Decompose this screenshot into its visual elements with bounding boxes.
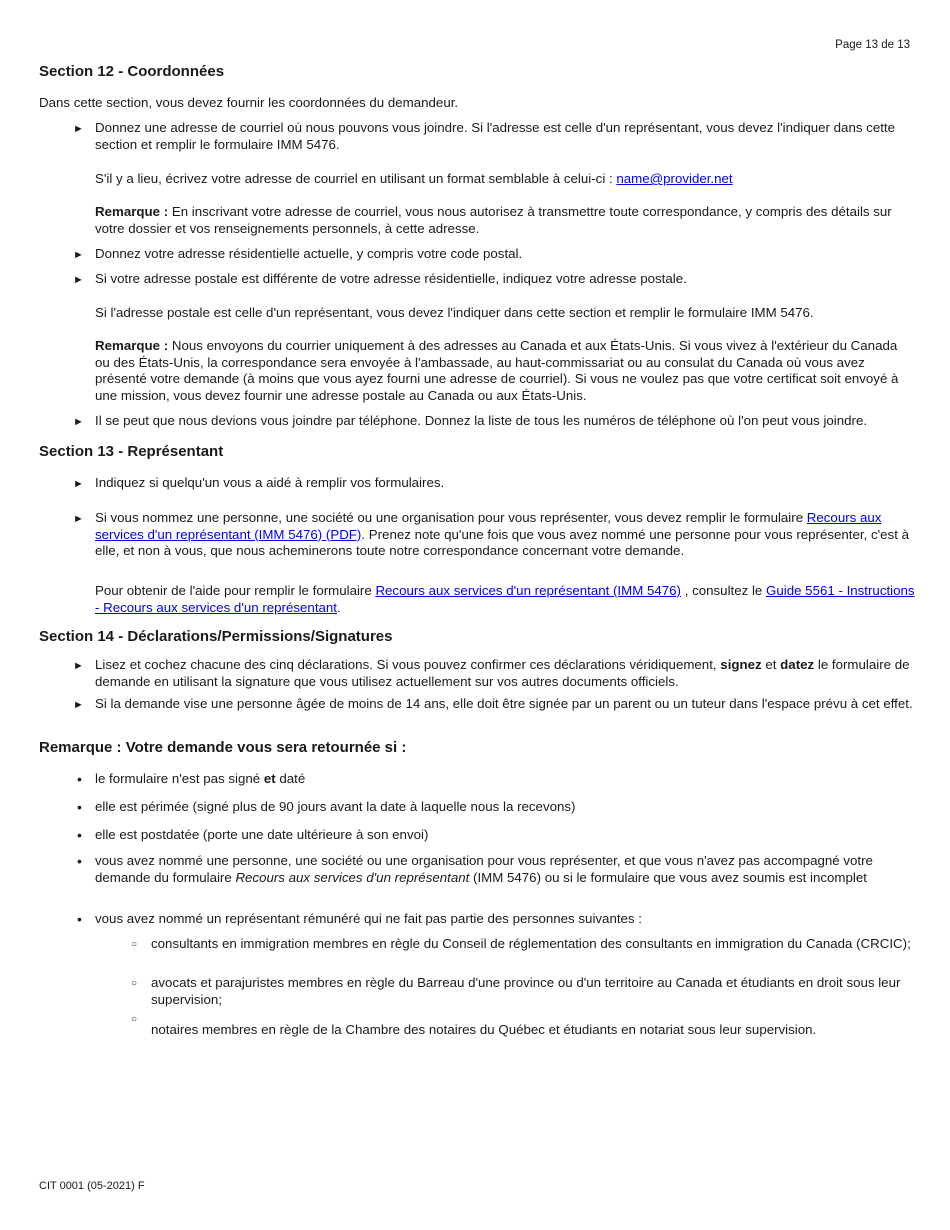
returned-item-paid-rep: vous avez nommé un représentant rémunéré qui ne fait pas partie des personnes suivantes :	[95, 911, 642, 926]
returned-item-unsigned	[95, 771, 915, 788]
decl-sign: signez	[720, 657, 762, 672]
returned-item-representative	[95, 853, 915, 886]
section-14-title: Section 14 - Déclarations/Permissions/Signatures	[39, 628, 393, 645]
arrow-bullet-icon: ►	[73, 123, 84, 135]
arrow-bullet-icon: ►	[73, 249, 84, 261]
unsigned-text-end: daté	[275, 771, 306, 786]
note-text: Nous envoyons du courrier uniquement à des adresses au Canada et aux États-Unis. Si vous vivez à l'extérieur du Canada ou des États-Unis, la correspondance sera envoyée à l'ambassade, au haut-commissariat ou au consulat du Canada où vous avez présenté votre demande (à moins que vous ayez fourni une adresse de courriel). Si vous ne voulez pas que votre certificat soit envoyé à une mission, vous devez fournir une adresse postale au Canada ou aux États-Unis.	[95, 338, 899, 403]
unsigned-text: le formulaire n'est pas signé	[95, 771, 264, 786]
s12-item-residential: Donnez votre adresse résidentielle actuelle, y compris votre code postal.	[95, 246, 523, 261]
imm5476-link[interactable]: Recours aux services d'un représentant (IMM 5476)	[375, 583, 681, 598]
sub-item-lawyers: avocats et parajuristes membres en règle du Barreau d'une province ou d'un territoire au Canada et étudiants en droit sous leur supervision;	[151, 975, 901, 1007]
s12-postal-note	[95, 338, 915, 404]
arrow-bullet-icon: ►	[73, 660, 84, 672]
form-code-footer: CIT 0001 (05-2021) F	[39, 1180, 145, 1192]
arrow-bullet-icon: ►	[73, 416, 84, 428]
section-13-title: Section 13 - Représentant	[39, 443, 224, 460]
arrow-bullet-icon: ►	[73, 513, 84, 525]
s14-item-declarations	[95, 657, 915, 690]
email-format-text: S'il y a lieu, écrivez votre adresse de courriel en utilisant un format semblable à celui-ci :	[95, 171, 617, 186]
help-text: Pour obtenir de l'aide pour remplir le formulaire	[95, 583, 376, 598]
s12-item-email: Donnez une adresse de courriel où nous pouvons vous joindre. Si l'adresse est celle d'un représentant, vous devez l'indiquer dans cette section et remplir le formulaire IMM 5476.	[95, 120, 896, 152]
sub-item-notaries: notaires membres en règle de la Chambre des notaires du Québec et étudiants en notariat sous leur supervision.	[151, 1022, 817, 1037]
email-example-link[interactable]: name@provider.net	[616, 171, 733, 186]
arrow-bullet-icon: ►	[73, 699, 84, 711]
s14-item-minor: Si la demande vise une personne âgée de moins de 14 ans, elle doit être signée par un parent ou un tuteur dans l'espace prévu à cet effet.	[95, 696, 913, 711]
section-12-intro: Dans cette section, vous devez fournir les coordonnées du demandeur.	[39, 95, 459, 110]
rep-missing-text-end: (IMM 5476) ou si le formulaire que vous avez soumis est incomplet	[469, 869, 867, 885]
decl-and: et	[761, 657, 781, 672]
s12-postal-rep: Si l'adresse postale est celle d'un représentant, vous devez l'indiquer dans cette section et remplir le formulaire IMM 5476.	[95, 305, 814, 320]
bullet-icon: •	[77, 827, 82, 843]
s13-item-help: Indiquez si quelqu'un vous a aidé à remplir vos formulaires.	[95, 475, 445, 490]
rep-text-end: . Prenez note qu'une fois que vous avez nommé une personne pour vous représenter, c'est à elle, et non à vous, que nous acheminerons toute notre correspondance concernant votre demande.	[95, 526, 909, 558]
help-text-end: .	[337, 599, 341, 615]
s12-item-phone: Il se peut que nous devions vous joindre par téléphone. Donnez la liste de tous les numéros de téléphone où l'on peut vous joindre.	[95, 413, 868, 428]
page-number: Page 13 de 13	[835, 39, 910, 51]
sub-item-crcic: consultants en immigration membres en règle du Conseil de réglementation des consultants en immigration du Canada (CRCIC);	[151, 936, 911, 951]
decl-text: Lisez et cochez chacune des cinq déclarations. Si vous pouvez confirmer ces déclarations véridiquement,	[95, 657, 721, 672]
note-text: En inscrivant votre adresse de courriel, vous nous autorisez à transmettre toute correspondance, y compris des détails sur votre dossier et vos renseignements personnels, à cette adresse.	[95, 204, 892, 236]
arrow-bullet-icon: ►	[73, 274, 84, 286]
imm5476-pdf-link[interactable]: Recours aux services d'un représentant (IMM 5476) (PDF)	[95, 510, 882, 542]
bullet-icon: •	[77, 853, 82, 869]
note-label: Remarque :	[95, 338, 169, 353]
circle-bullet-icon: ○	[131, 1014, 138, 1025]
guide-5561-link[interactable]: Guide 5561 - Instructions - Recours aux services d'un représentant	[95, 583, 915, 615]
bullet-icon: •	[77, 799, 82, 815]
help-text-mid: , consultez le	[681, 583, 766, 598]
decl-text-end: le formulaire de demande en utilisant la signature que vous utilisez actuellement sur vos autres documents officiels.	[95, 657, 910, 689]
circle-bullet-icon: ○	[131, 939, 138, 950]
arrow-bullet-icon: ►	[73, 478, 84, 490]
bullet-icon: •	[77, 911, 82, 927]
s12-email-note	[95, 204, 915, 237]
s13-item-representative	[95, 510, 915, 560]
unsigned-and: et	[263, 771, 276, 786]
decl-date: datez	[780, 657, 815, 672]
rep-missing-text: vous avez nommé une personne, une société ou une organisation pour vous représenter, et que vous n'avez pas accompagné votre demande du formulaire	[95, 853, 873, 885]
returned-item-expired: elle est périmée (signé plus de 90 jours avant la date à laquelle nous la recevons)	[95, 799, 576, 814]
note-label: Remarque :	[95, 204, 169, 219]
returned-title: Remarque : Votre demande vous sera retournée si :	[39, 739, 407, 756]
rep-text: Si vous nommez une personne, une société ou une organisation pour vous représenter, vous devez remplir le formulaire	[95, 510, 807, 525]
section-12-title: Section 12 - Coordonnées	[39, 63, 225, 80]
s12-email-format	[95, 171, 915, 188]
s12-item-postal: Si votre adresse postale est différente de votre adresse résidentielle, indiquez votre adresse postale.	[95, 271, 687, 286]
bullet-icon: •	[77, 771, 82, 787]
returned-item-postdated: elle est postdatée (porte une date ultérieure à son envoi)	[95, 827, 429, 842]
s13-help-paragraph	[95, 583, 915, 616]
circle-bullet-icon: ○	[131, 978, 138, 989]
rep-form-name: Recours aux services d'un représentant	[235, 869, 470, 885]
